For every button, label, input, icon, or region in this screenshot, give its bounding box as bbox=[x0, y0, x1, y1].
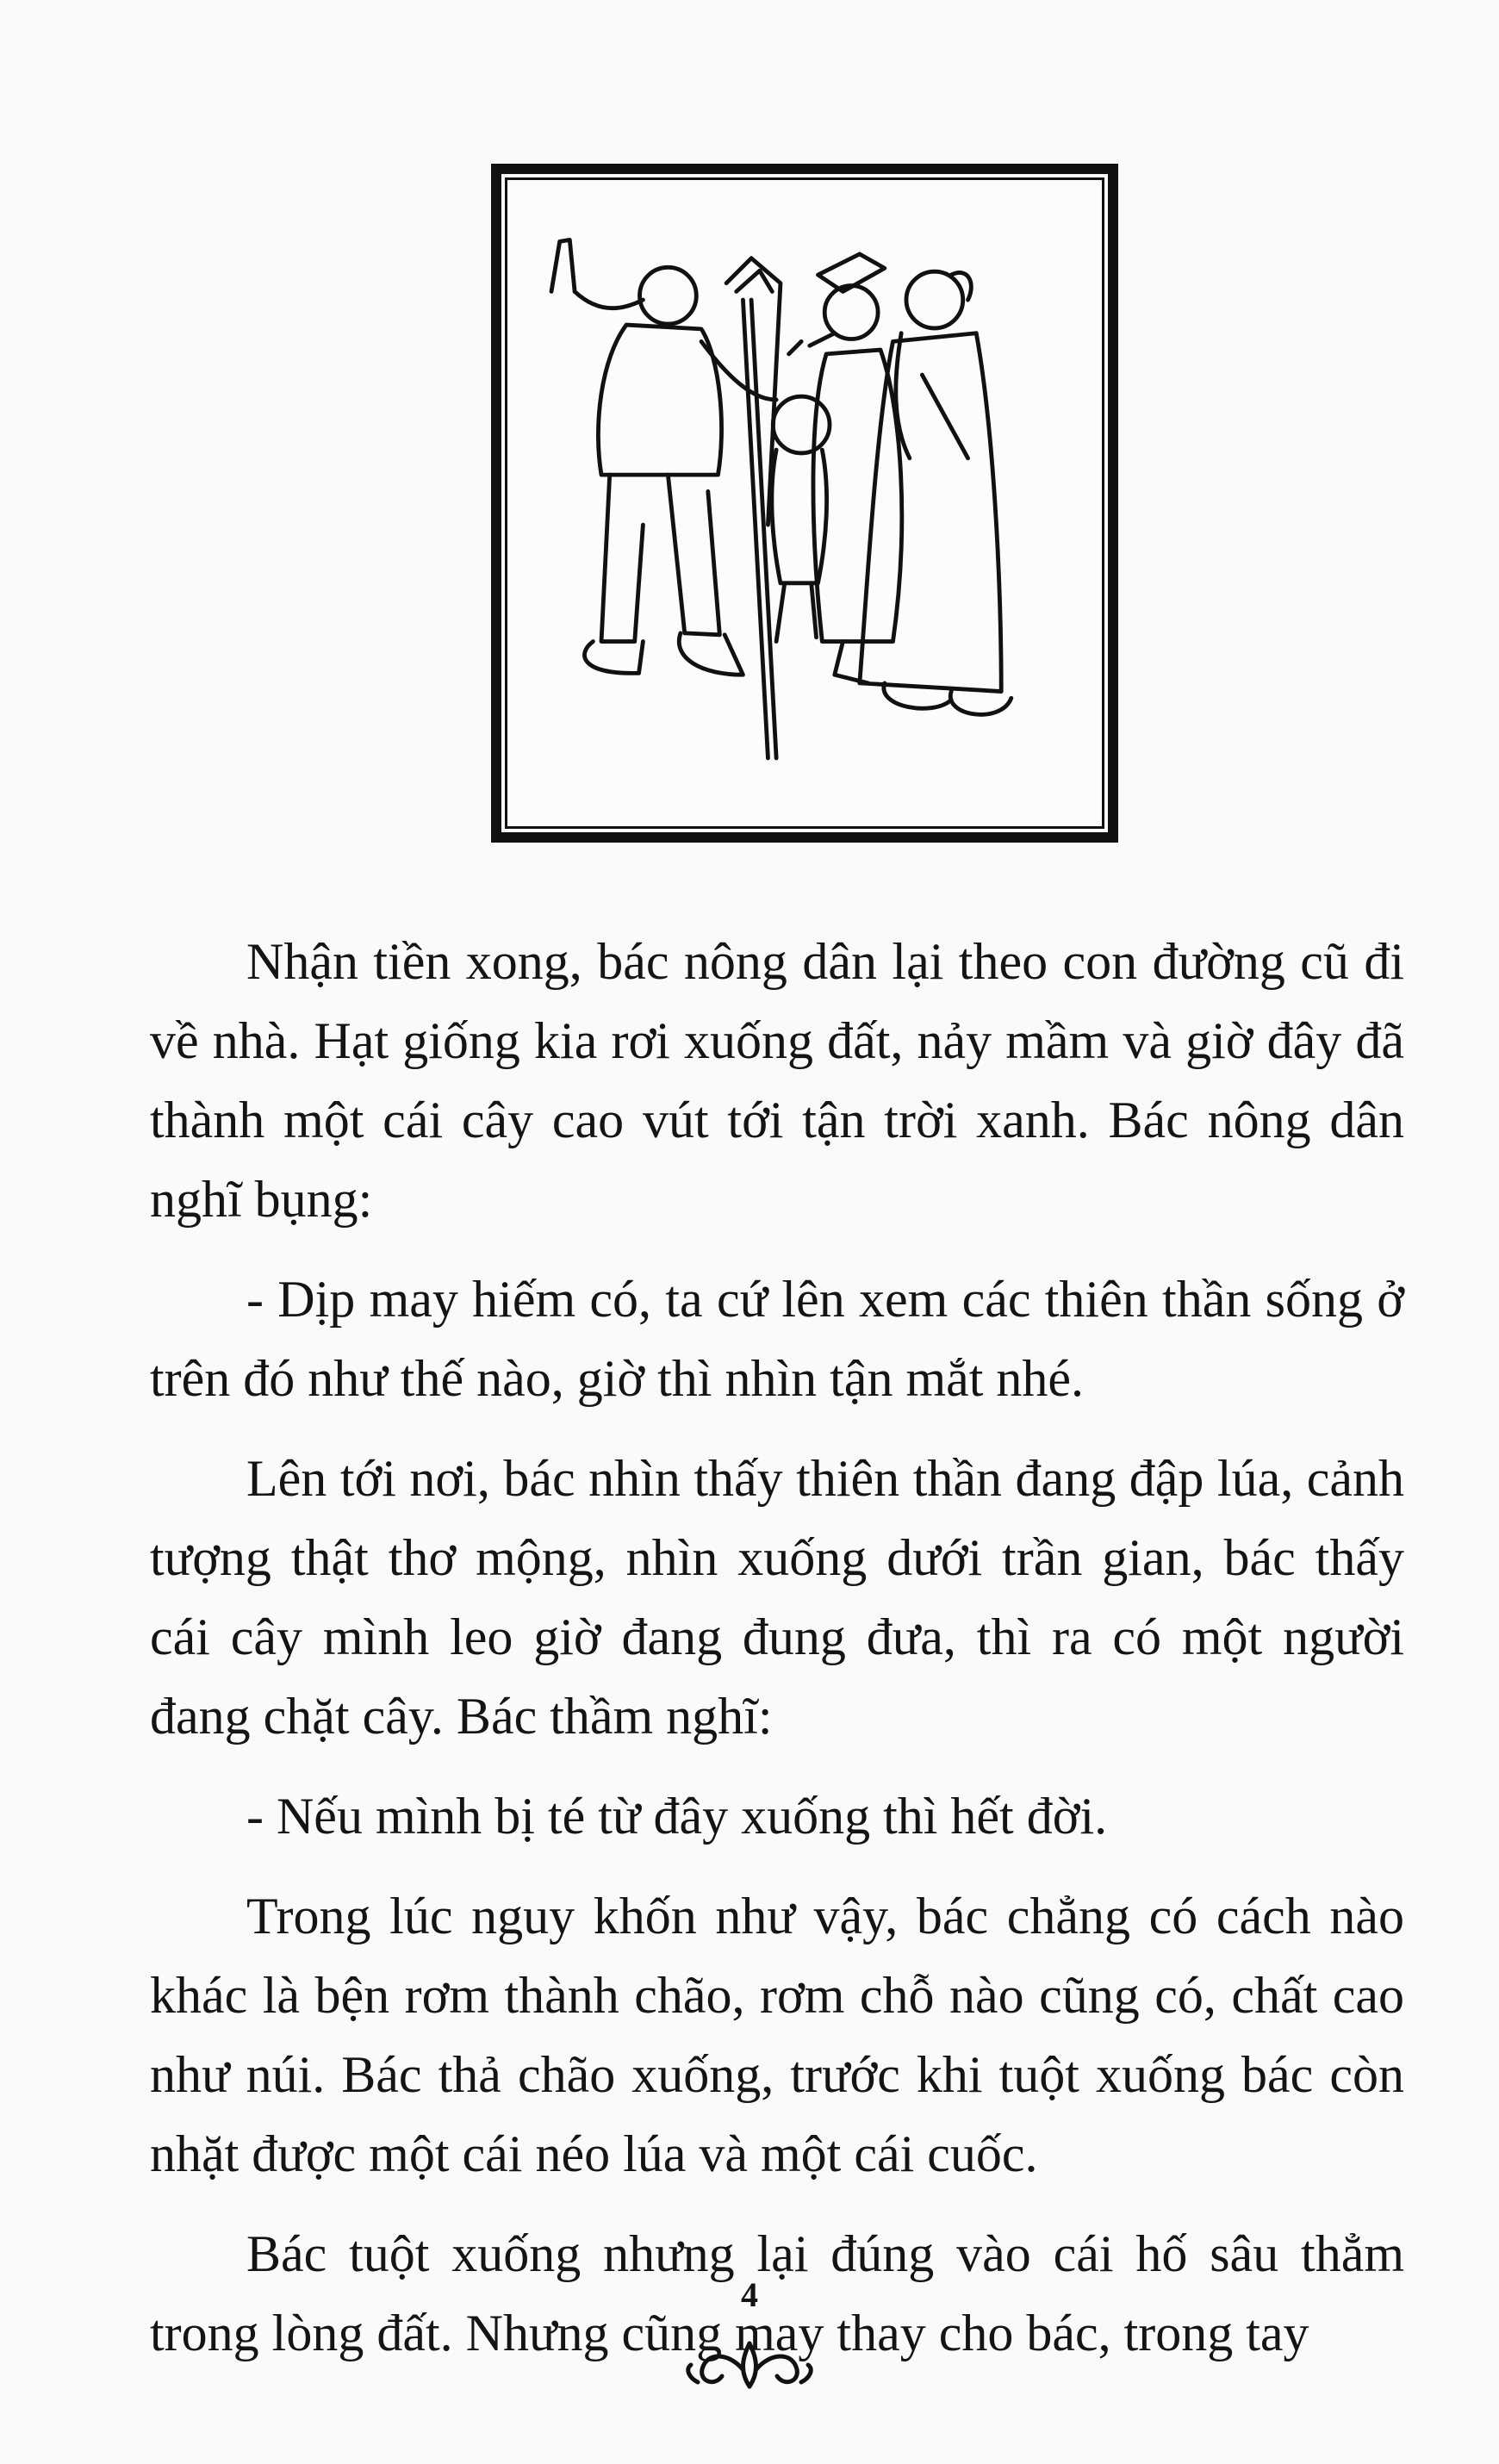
scroll-ornament-icon bbox=[681, 2335, 818, 2395]
page-number: 4 bbox=[741, 2275, 758, 2314]
illustration-drawing bbox=[501, 174, 1108, 832]
paragraph: Lên tới nơi, bác nhìn thấy thiên thần đang đập lúa, cảnh tượng thật thơ mộng, nhìn xuống dưới trần gian, bác thấy cái cây mình leo giờ đang đung đưa, thì ra có một người đang chặt cây. Bác thầm nghĩ: bbox=[150, 1450, 1404, 1745]
paragraph: - Dịp may hiếm có, ta cứ lên xem các thiên thần sống ở trên đó như thế nào, giờ thì nhìn tận mắt nhé. bbox=[150, 1271, 1404, 1407]
paragraph: Nhận tiền xong, bác nông dân lại theo con đường cũ đi về nhà. Hạt giống kia rơi xuống đất, nảy mầm và giờ đây đã thành một cái cây cao vút tới tận trời xanh. Bác nông dân nghĩ bụng: bbox=[150, 933, 1404, 1228]
woodcut-illustration-icon bbox=[491, 164, 1118, 843]
story-text bbox=[150, 922, 1404, 2393]
paragraph: Bác tuột xuống nhưng lại đúng vào cái hố sâu thẳm trong lòng đất. Nhưng cũng may thay cho bác, trong tay bbox=[150, 2225, 1404, 2361]
paragraph: Trong lúc nguy khốn như vậy, bác chẳng có cách nào khác là bện rơm thành chão, rơm chỗ nào cũng có, chất cao như núi. Bác thả chão xuống, trước khi tuột xuống bác còn nhặt được một cái néo lúa và một cái cuốc. bbox=[150, 1888, 1404, 2182]
paragraph: - Nếu mình bị té từ đây xuống thì hết đời. bbox=[246, 1788, 1108, 1845]
